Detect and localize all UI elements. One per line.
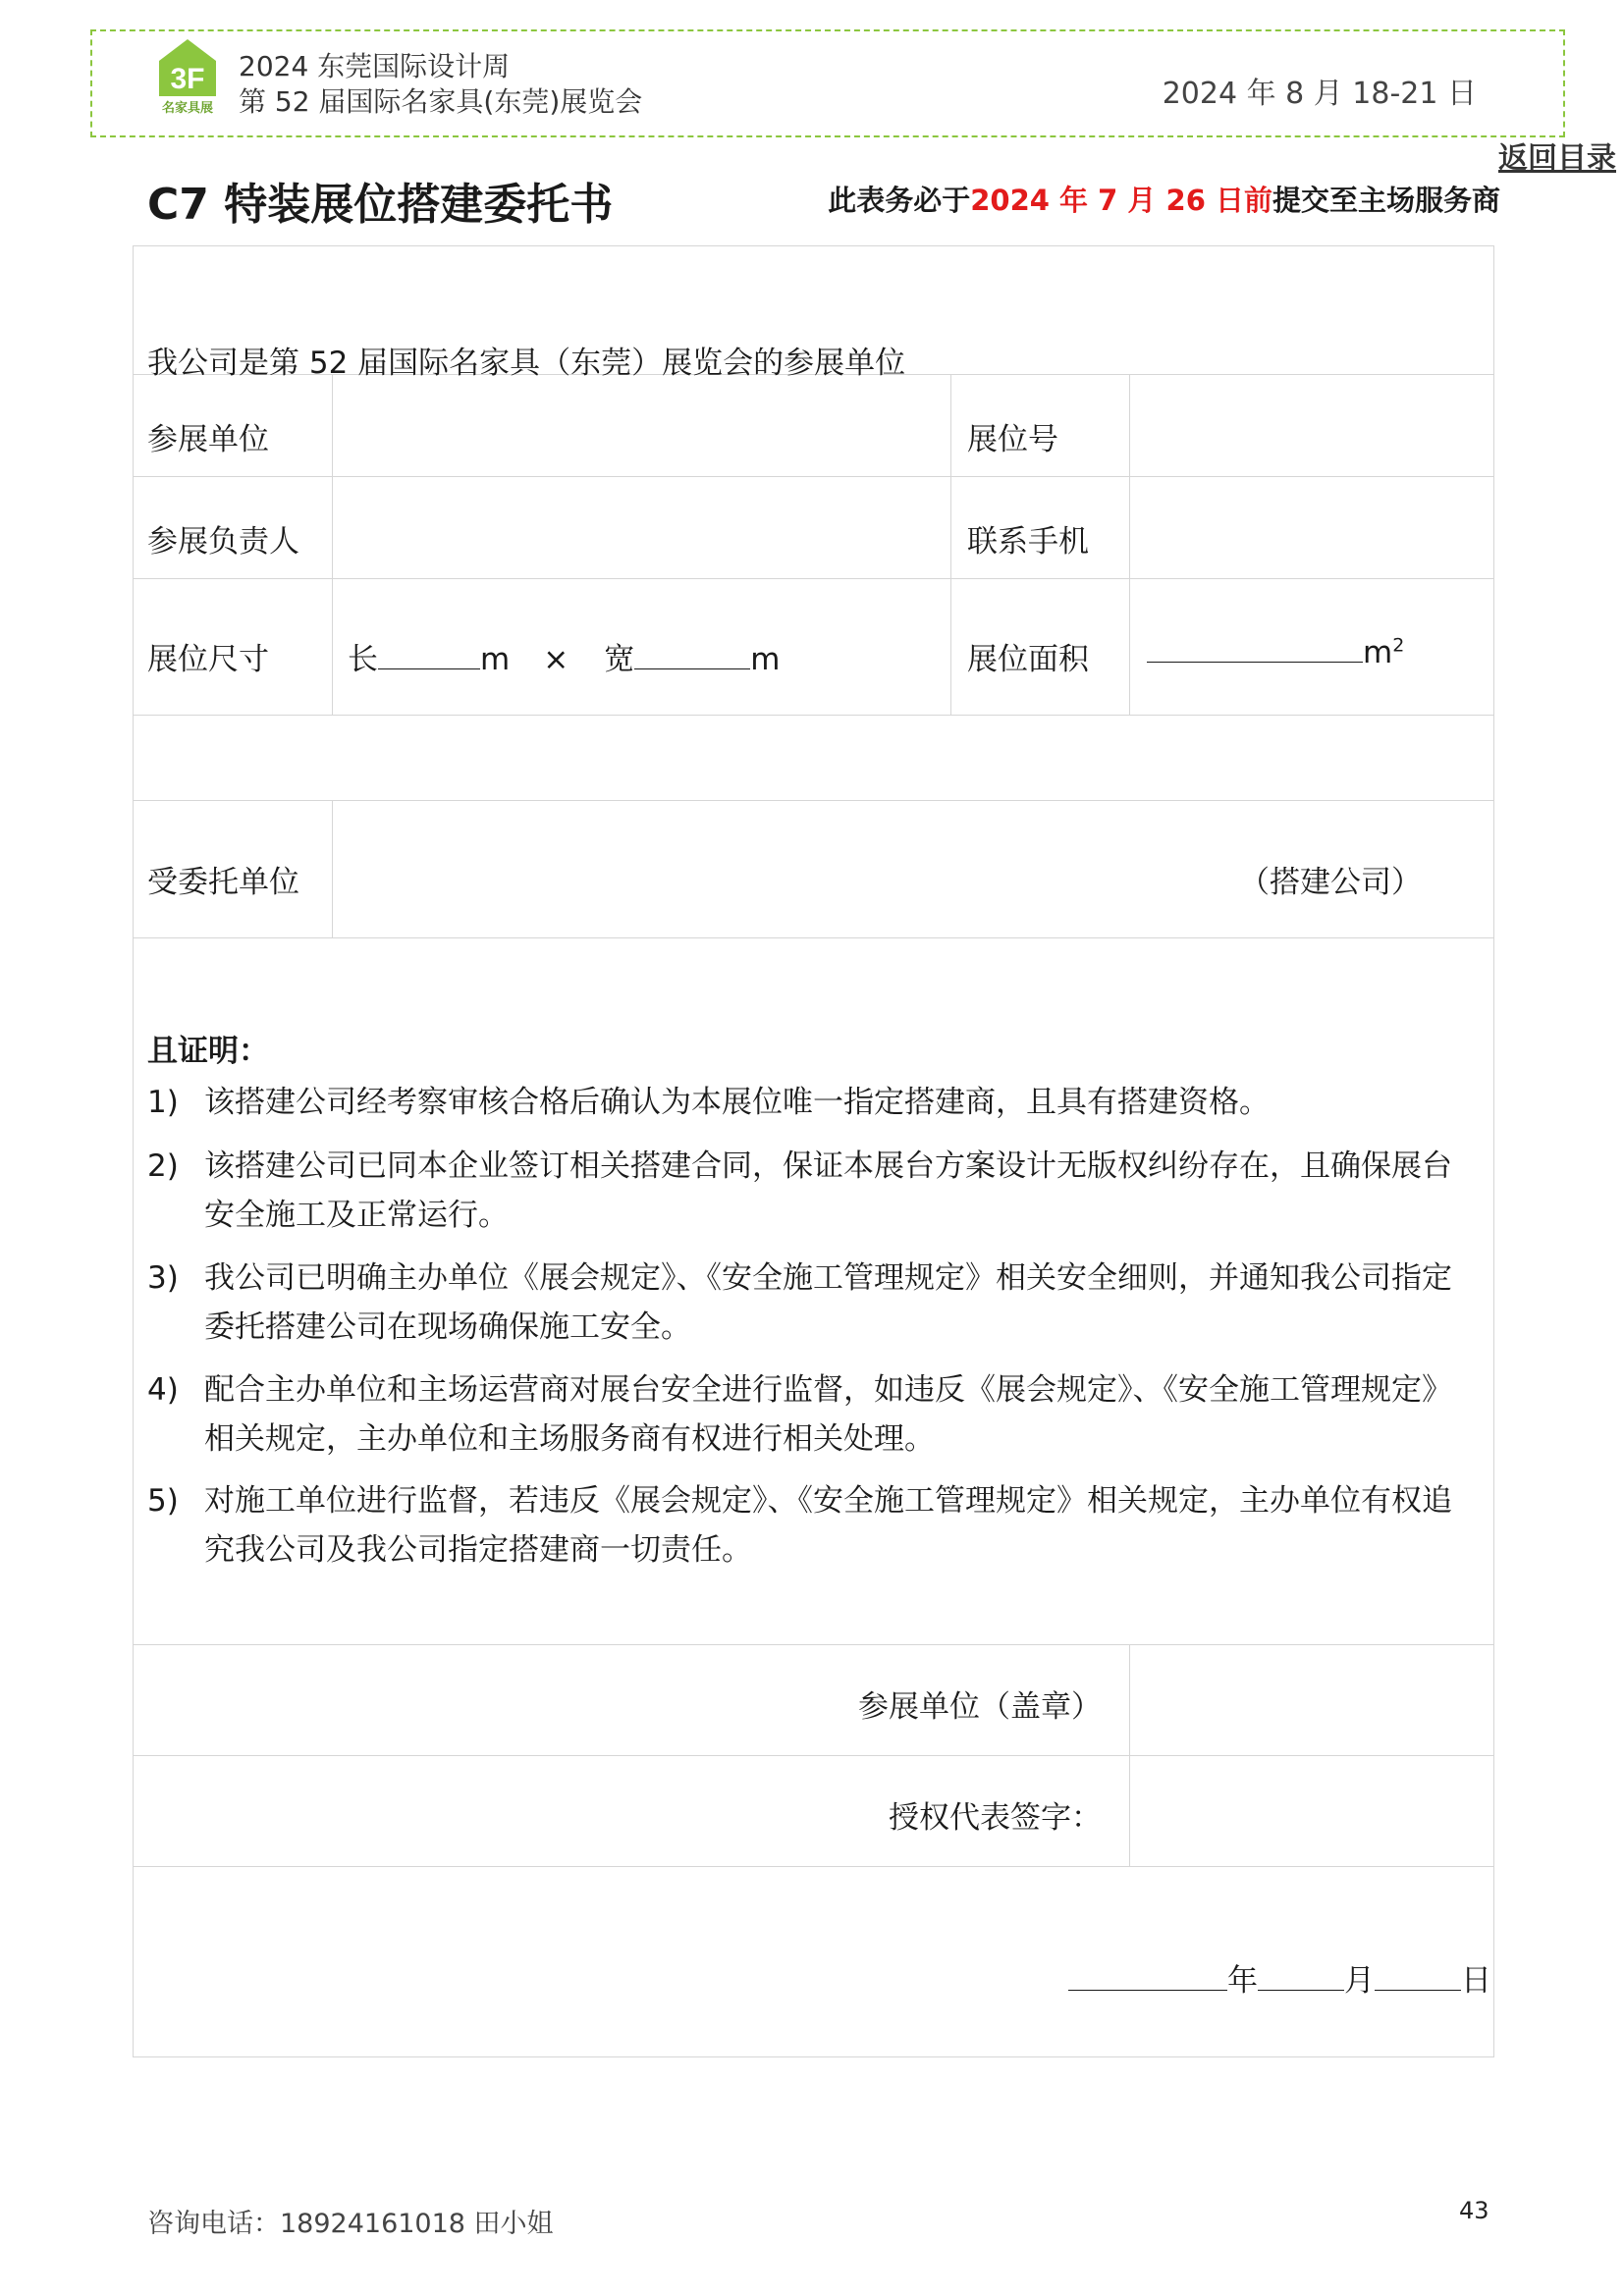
booth-area-input: [1147, 634, 1404, 670]
intro-statement: 我公司是第 52 届国际名家具（东莞）展览会的参展单位: [147, 346, 906, 381]
exhibitor-label: 参展单位: [147, 422, 269, 457]
deadline-prefix: 此表务必于: [828, 184, 971, 217]
mobile-field[interactable]: [1130, 477, 1493, 577]
area-blank[interactable]: [1147, 634, 1363, 663]
page-number: 43: [1459, 2197, 1489, 2224]
form-title: C7 特装展位搭建委托书: [147, 180, 614, 230]
booth-area-label: 展位面积: [967, 642, 1089, 677]
clause-number: 1): [147, 1085, 179, 1120]
year-blank[interactable]: [1068, 1962, 1227, 1991]
deadline-date: 2024 年 7 月 26 日前: [970, 184, 1272, 217]
seal-field[interactable]: [1130, 1645, 1493, 1754]
seal-label: 参展单位（盖章）: [858, 1689, 1102, 1725]
clause-number: 4): [147, 1372, 179, 1408]
3f-logo-icon: [157, 37, 218, 118]
booth-number-label: 展位号: [967, 422, 1058, 457]
event-line-2: 第 52 届国际名家具(东莞)展览会: [239, 85, 643, 118]
clause-text: 对施工单位进行监督，若违反《展会规定》、《安全施工管理规定》相关规定，主办单位有权追究我公司及我公司指定搭建商一切责任。: [204, 1483, 1452, 1568]
clause-item: [147, 1078, 1483, 1127]
signature-label: 授权代表签字：: [889, 1800, 1102, 1836]
consult-phone: 咨询电话：18924161018 田小姐: [147, 2209, 554, 2239]
length-label: 长: [348, 642, 378, 677]
length-blank[interactable]: [378, 641, 480, 669]
contact-person-field[interactable]: [333, 477, 949, 577]
day-blank[interactable]: [1375, 1962, 1461, 1991]
length-unit: m: [480, 642, 511, 677]
clause-text: 配合主办单位和主场运营商对展台安全进行监督，如违反《展会规定》、《安全施工管理规定》相关规定，主办单位和主场服务商有权进行相关处理。: [204, 1372, 1452, 1457]
clause-item: [147, 1142, 1483, 1240]
row-divider: [133, 1866, 1494, 1867]
area-unit: m: [1363, 635, 1393, 670]
clause-text: 我公司已明确主办单位《展会规定》、《安全施工管理规定》相关安全细则，并通知我公司指定委托搭建公司在现场确保施工安全。: [204, 1260, 1452, 1345]
clause-text: 该搭建公司已同本企业签订相关搭建合同，保证本展台方案设计无版权纠纷存在，且确保展台安全施工及正常运行。: [204, 1148, 1452, 1233]
row-divider: [133, 937, 1494, 938]
clause-item: [147, 1476, 1483, 1575]
exhibitor-field[interactable]: [333, 375, 949, 475]
signature-field[interactable]: [1130, 1756, 1493, 1865]
clause-number: 5): [147, 1483, 179, 1519]
svg-text:3F: 3F: [170, 63, 205, 95]
month-blank[interactable]: [1258, 1962, 1344, 1991]
clause-number: 2): [147, 1148, 179, 1184]
row-divider: [133, 578, 1494, 579]
width-unit: m: [750, 642, 781, 677]
day-label: 日: [1461, 1963, 1491, 1999]
col-divider: [950, 374, 951, 715]
area-superscript: 2: [1392, 634, 1405, 657]
clause-text: 该搭建公司经考察审核合格后确认为本展位唯一指定搭建商，且具有搭建资格。: [204, 1085, 1270, 1120]
width-label: 宽: [604, 642, 635, 677]
event-name: [239, 49, 642, 120]
clause-number: 3): [147, 1260, 179, 1296]
times-sign: ×: [543, 642, 569, 677]
contact-person-label: 参展负责人: [147, 524, 299, 560]
svg-text:名家具展: 名家具展: [161, 101, 214, 116]
booth-size-inputs: [348, 634, 780, 678]
clause-item: [147, 1365, 1483, 1464]
entrusted-unit-field[interactable]: [333, 801, 1197, 936]
declaration-heading: 且证明：: [147, 1034, 269, 1069]
deadline-note: [828, 179, 1500, 219]
width-blank[interactable]: [634, 641, 750, 669]
booth-size-label: 展位尺寸: [147, 642, 269, 677]
year-label: 年: [1227, 1963, 1258, 1999]
event-line-1: 2024 东莞国际设计周: [239, 50, 511, 82]
back-to-contents-link[interactable]: 返回目录: [1498, 141, 1616, 176]
month-label: 月: [1344, 1963, 1375, 1999]
mobile-label: 联系手机: [967, 524, 1089, 560]
entrusted-unit-label: 受委托单位: [147, 865, 299, 900]
clause-item: [147, 1254, 1483, 1352]
deadline-suffix: 提交至主场服务商: [1272, 184, 1500, 217]
row-divider: [133, 715, 1494, 716]
booth-number-field[interactable]: [1130, 375, 1493, 475]
sign-date: [1068, 1955, 1491, 2000]
builder-note: （搭建公司）: [1239, 865, 1422, 900]
event-date: 2024 年 8 月 18-21 日: [1162, 77, 1477, 111]
